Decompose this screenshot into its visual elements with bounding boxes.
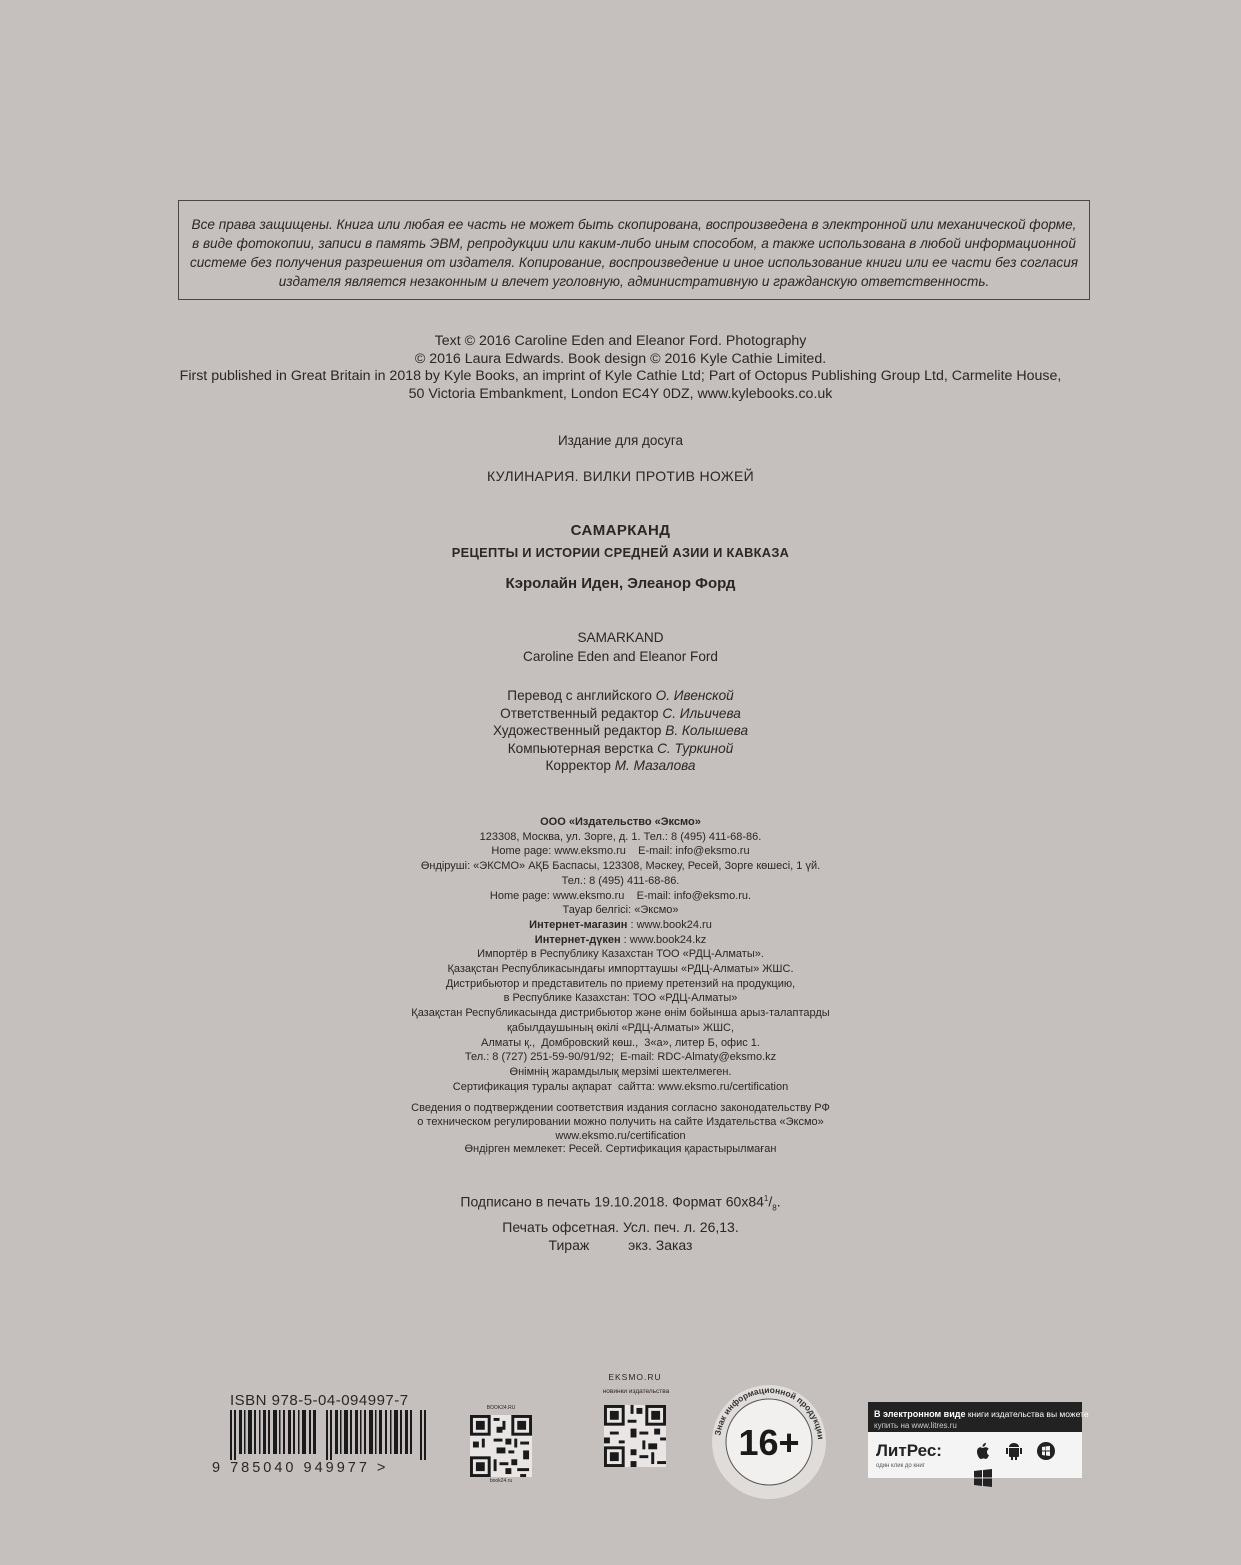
eksmo-tagline: новинки издательства xyxy=(602,1388,670,1395)
credit-line xyxy=(0,722,1241,740)
credit-role: Компьютерная верстка xyxy=(507,740,658,756)
copyright-line: 50 Victoria Embankment, London EC4Y 0DZ, www.kylebooks.co.uk xyxy=(408,385,833,402)
credit-line xyxy=(0,757,1241,775)
cert-line: о техническом регулировании можно получить на сайте Издательства «Эксмо» xyxy=(417,1115,824,1128)
publisher-name: ООО «Издательство «Эксмо» xyxy=(540,816,701,828)
book-subtitle: РЕЦЕПТЫ И ИСТОРИИ СРЕДНЕЙ АЗИИ И КАВКАЗА xyxy=(451,545,790,560)
credit-role: Ответственный редактор xyxy=(500,705,663,721)
publisher-line: Сертификация туралы ақпарат сайтта: www.eksmo.ru/certification xyxy=(452,1080,789,1093)
barcode-icon xyxy=(230,1410,430,1460)
barcode-digits: 9 785040 949977 > xyxy=(212,1460,389,1476)
litres-tagline: один клик до книг xyxy=(876,1463,925,1469)
original-title: SAMARKAND xyxy=(577,630,664,645)
litres-logo: ЛитРес: xyxy=(876,1441,942,1460)
book-title: САМАРКАНД xyxy=(570,522,671,539)
publisher-kz-phone: Тел.: 8 (495) 411-68-86. xyxy=(561,874,680,887)
cert-line: www.eksmo.ru/certification xyxy=(555,1129,686,1142)
publisher-line: қабылдаушының өкілі «РДЦ-Алматы» ЖШС, xyxy=(506,1021,735,1034)
qr-code-icon xyxy=(604,1405,666,1467)
copyright-line: Text © 2016 Caroline Eden and Eleanor Ford. Photography xyxy=(434,333,807,349)
credit-person: М. Мазалова xyxy=(614,758,696,774)
copyright-line: First published in Great Britain in 2018 by Kyle Books, an imprint of Kyle Cathie Ltd; Part of Octopus Publishing Group Ltd, Carmelite House, xyxy=(179,368,1062,384)
credits-block xyxy=(0,687,1241,775)
platform-icons xyxy=(972,1440,1082,1494)
qr-caption-top: BOOK24.RU xyxy=(486,1405,516,1411)
qr-code-icon xyxy=(470,1415,532,1477)
rights-line: издателя является незаконным и влечет уголовную, административную и гражданскую ответственность. xyxy=(278,274,990,289)
rights-line: системе без получения разрешения от издателя. Копирование, воспроизведение и иное использование книги или ее части без согласия xyxy=(189,255,1079,270)
shop-ru: Интернет-магазин : www.book24.ru xyxy=(529,918,712,931)
publisher-line: Алматы қ., Домбровский көш., 3«а», литер Б, офис 1. xyxy=(481,1036,760,1049)
publisher-line: Қазақстан Республикасындағы импорттаушы «РДЦ-Алматы» ЖШС. xyxy=(447,963,794,976)
litres-line1: В электронном виде книги издательства вы можете xyxy=(874,1409,1089,1419)
cert-line: Сведения о подтверждении соответствия издания согласно законодательству РФ xyxy=(411,1102,830,1114)
publisher-kz-web: Home page: www.eksmo.ru E-mail: info@eksmo.ru. xyxy=(489,889,752,902)
publisher-address: 123308, Москва, ул. Зорге, д. 1. Тел.: 8 (495) 411-68-86. xyxy=(479,830,762,843)
android-icon xyxy=(1003,1440,1025,1462)
credit-line xyxy=(0,705,1241,723)
original-edition xyxy=(0,628,1241,666)
certification-block xyxy=(0,1102,1241,1157)
litres-badge xyxy=(868,1402,1089,1478)
edition-type: Издание для досуга xyxy=(557,433,684,448)
publisher-trademark: Тауар белгісі: «Эксмо» xyxy=(562,904,679,917)
credit-person: С. Ильичева xyxy=(662,705,741,721)
print-offset: Печать офсетная. Усл. печ. л. 26,13. xyxy=(502,1218,739,1235)
print-info xyxy=(0,1190,1241,1255)
windows-phone-icon xyxy=(1035,1440,1057,1462)
windows-icon xyxy=(972,1467,994,1489)
eksmo-site: EKSMO.RU xyxy=(608,1372,662,1382)
age-rating-value: 16+ xyxy=(738,1422,800,1463)
rights-notice xyxy=(178,200,1090,300)
rights-line: в виде фотокопии, записи в память ЭВМ, репродукции или каким-либо иным способом, а также использована в любой информационной xyxy=(192,236,1076,251)
copyright-line: © 2016 Laura Edwards. Book design © 2016 Kyle Cathie Limited. xyxy=(414,350,827,367)
publisher-line: в Республике Казахстан: ТОО «РДЦ-Алматы» xyxy=(503,992,738,1005)
qr-caption-bottom: book24.ru xyxy=(489,1478,513,1484)
credit-role: Перевод с английского xyxy=(507,688,656,703)
copyright-block xyxy=(0,333,1241,403)
publisher-line: Дистрибьютор и представитель по приему претензий на продукцию, xyxy=(445,977,796,990)
credit-line xyxy=(0,687,1241,705)
credit-person: В. Колышева xyxy=(665,723,749,739)
publisher-web: Home page: www.eksmo.ru E-mail: info@eksmo.ru xyxy=(491,845,750,858)
publisher-kz-producer: Өндіруші: «ЭКСМО» АҚБ Баспасы, 123308, Мәскеу, Ресей, Зорге көшесі, 1 үй. xyxy=(420,860,821,873)
credit-role: Корректор xyxy=(545,758,615,774)
publisher-line: Қазақстан Республикасында дистрибьютор және өнім бойынша арыз-талаптарды xyxy=(411,1007,830,1020)
credit-person: С. Туркиной xyxy=(657,740,734,756)
book-authors: Кэролайн Иден, Элеанор Форд xyxy=(505,575,736,592)
publisher-block xyxy=(0,815,1241,1094)
litres-line2: купить на www.litres.ru xyxy=(874,1421,957,1430)
publisher-line: Импортёр в Республику Казахстан ТОО «РДЦ-Алматы». xyxy=(477,948,764,961)
isbn-label: ISBN 978-5-04-094997-7 xyxy=(230,1392,409,1409)
credit-role: Художественный редактор xyxy=(492,723,666,739)
publisher-line: Өнімнің жарамдылық мерзімі шектелмеген. xyxy=(509,1065,732,1078)
shop-kz: Интернет-дүкен : www.book24.kz xyxy=(534,933,707,946)
credit-person: О. Ивенской xyxy=(655,688,734,703)
age-ring-text: Знак информационной продукции xyxy=(712,1384,826,1440)
print-run: Тираж экз. Заказ xyxy=(548,1237,693,1254)
litres-panel xyxy=(868,1432,1082,1478)
publisher-line: Тел.: 8 (727) 251-59-90/91/92; E-mail: RDC-Almaty@eksmo.kz xyxy=(464,1051,777,1064)
age-rating-badge xyxy=(710,1383,828,1501)
apple-icon xyxy=(972,1440,994,1462)
print-signed: Подписано в печать 19.10.2018. Формат $60x84^1/_8$. xyxy=(460,1193,781,1213)
credit-line xyxy=(0,740,1241,758)
series-name: КУЛИНАРИЯ. ВИЛКИ ПРОТИВ НОЖЕЙ xyxy=(487,468,754,484)
rights-line: Все права защищены. Книга или любая ее часть не может быть скопирована, воспроизведена в электронной или механической форме, xyxy=(191,217,1077,232)
original-authors: Caroline Eden and Eleanor Ford xyxy=(523,649,718,664)
cert-line: Өндірген мемлекет: Ресей. Сертификация қарастырылмаған xyxy=(464,1143,777,1156)
